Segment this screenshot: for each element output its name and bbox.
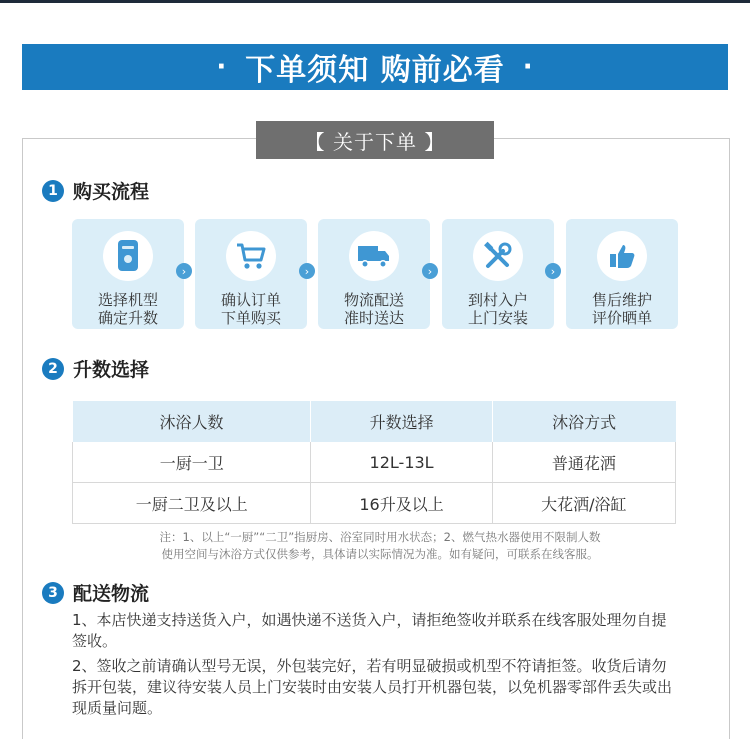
step-label: 下单购买 bbox=[220, 309, 281, 327]
table-row bbox=[73, 442, 676, 483]
step-card bbox=[72, 219, 184, 329]
section-heading-capacity bbox=[42, 355, 149, 382]
banner-dot-right: · bbox=[522, 52, 534, 82]
section-number: 2 bbox=[42, 358, 64, 380]
purchase-steps bbox=[72, 219, 678, 329]
table-note bbox=[100, 529, 660, 563]
banner-dot-left: · bbox=[216, 52, 228, 82]
section-number: 1 bbox=[42, 180, 64, 202]
delivery-paragraph-2: 2、签收之前请确认型号无误，外包装完好，若有明显破损或机型不符请拒签。收货后请勿拆开包装，建议待安装人员上门安装时由安装人员打开机器包装，以免机器零部件丢失或出现质量问题。 bbox=[72, 657, 673, 717]
chevron-right-icon: › bbox=[422, 263, 438, 279]
chevron-right-icon: › bbox=[545, 263, 561, 279]
step-label: 确认订单 bbox=[220, 291, 281, 309]
step-label: 准时送达 bbox=[343, 309, 404, 327]
step-label: 选择机型 bbox=[97, 291, 158, 309]
step-label: 评价晒单 bbox=[591, 309, 652, 327]
step-card bbox=[318, 219, 430, 329]
capacity-table bbox=[72, 401, 676, 524]
table-cell: 普通花洒 bbox=[492, 442, 675, 483]
section-title: 升数选择 bbox=[73, 359, 150, 381]
section-tag: 【 关于下单 】 bbox=[256, 121, 494, 159]
table-cell: 16升及以上 bbox=[311, 483, 492, 524]
step-card bbox=[566, 219, 678, 329]
section-heading-delivery bbox=[42, 579, 149, 606]
step-card bbox=[442, 219, 554, 329]
header-banner bbox=[22, 44, 728, 90]
table-cell: 一厨一卫 bbox=[73, 442, 311, 483]
table-cell: 12L-13L bbox=[311, 442, 492, 483]
water-heater-icon bbox=[103, 231, 153, 281]
note-line: 注：1、以上“一厨”“二卫”指厨房、浴室同时用水状态；2、燃气热水器使用不限制人数 bbox=[159, 530, 601, 544]
table-row bbox=[73, 483, 676, 524]
table-header-cell: 沐浴方式 bbox=[492, 401, 675, 442]
step-label: 确定升数 bbox=[97, 309, 158, 327]
thumbs-up-icon bbox=[597, 231, 647, 281]
section-heading-purchase bbox=[42, 177, 149, 204]
banner-title: 下单须知 购前必看 bbox=[245, 53, 505, 88]
table-header-cell: 升数选择 bbox=[311, 401, 492, 442]
tools-icon bbox=[473, 231, 523, 281]
chevron-right-icon: › bbox=[176, 263, 192, 279]
top-rule bbox=[0, 0, 750, 3]
step-label: 上门安装 bbox=[467, 309, 528, 327]
table-header-row bbox=[73, 401, 676, 442]
step-label: 物流配送 bbox=[343, 291, 404, 309]
delivery-truck-icon bbox=[349, 231, 399, 281]
delivery-paragraph-1: 1、本店快递支持送货入户，如遇快递不送货入户，请拒绝签收并联系在线客服处理勿自提签收。 bbox=[72, 611, 667, 650]
section-title: 配送物流 bbox=[73, 583, 150, 605]
step-label: 售后维护 bbox=[591, 291, 652, 309]
note-line: 使用空间与沐浴方式仅供参考，具体请以实际情况为准。如有疑问，可联系在线客服。 bbox=[161, 547, 599, 561]
table-cell: 大花洒/浴缸 bbox=[492, 483, 675, 524]
shopping-cart-icon bbox=[226, 231, 276, 281]
step-card bbox=[195, 219, 307, 329]
table-cell: 一厨二卫及以上 bbox=[73, 483, 311, 524]
section-title: 购买流程 bbox=[73, 181, 150, 203]
chevron-right-icon: › bbox=[299, 263, 315, 279]
table-header-cell: 沐浴人数 bbox=[73, 401, 311, 442]
step-label: 到村入户 bbox=[467, 291, 528, 309]
section-number: 3 bbox=[42, 582, 64, 604]
